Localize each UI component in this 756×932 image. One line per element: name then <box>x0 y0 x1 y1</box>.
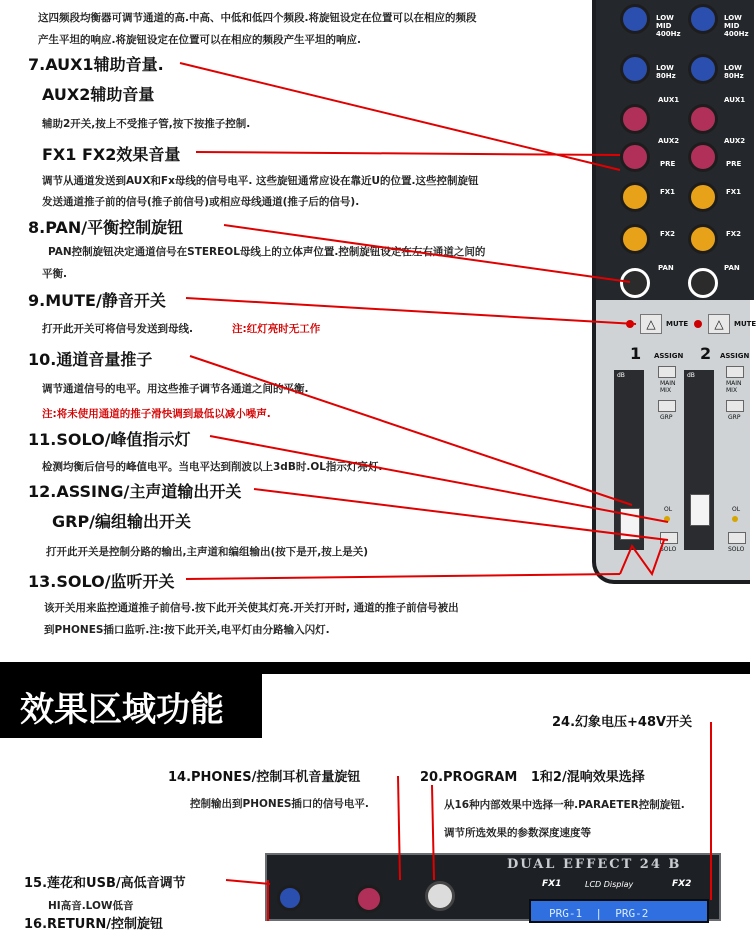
mute-description: 打开此开关可将信号发送到母线. <box>42 323 193 335</box>
phones-description: 控制输出到PHONES插口的信号电平. <box>190 798 369 810</box>
aux2-description: 辅助2开关,按上不受推子管,按下按推子控制. <box>42 118 251 130</box>
pan-knob-ch2[interactable] <box>688 268 718 298</box>
pan-label: PAN <box>658 264 674 272</box>
pan-label-ch2: PAN <box>724 264 740 272</box>
pan-description-line1: PAN控制旋钮决定通道信号在STEREOL母线上的立体声位置.控制旋钮设定在左右通道之间的 <box>48 246 486 258</box>
phantom-heading: 24.幻象电压+48V开关 <box>552 715 693 730</box>
low-mid-label-ch2: LOW MID 400Hz <box>724 14 749 38</box>
eq-low-knob-ch2[interactable] <box>688 54 718 84</box>
phones-knob[interactable] <box>277 885 303 911</box>
mixer-channel-panel <box>592 0 756 584</box>
solo-label-ch1: SOLO <box>660 546 677 553</box>
mute-button-ch2[interactable]: △ <box>708 314 730 334</box>
grp-button-ch2[interactable] <box>726 400 744 412</box>
main-mix-button-ch1[interactable] <box>658 366 676 378</box>
effects-banner-title: 效果区域功能 <box>20 690 224 730</box>
grp-button-ch1[interactable] <box>658 400 676 412</box>
db-label-ch1: dB <box>617 372 625 379</box>
phones-heading: 14.PHONES/控制耳机音量旋钮 <box>168 770 361 785</box>
mute-led-ch1 <box>626 320 634 328</box>
fx1-knob-ch1[interactable] <box>620 182 650 212</box>
solo-peak-heading: 11.SOLO/峰值指示灯 <box>28 430 191 449</box>
fx1-knob-ch2[interactable] <box>688 182 718 212</box>
fx-description-line2: 发送通道推子前的信号(推子前信号)或相应母线通道(推子后的信号). <box>42 196 360 208</box>
pan-description-line2: 平衡. <box>42 268 67 280</box>
effects-panel-title: DUAL EFFECT 24 B <box>507 857 682 872</box>
aux1-label: AUX1 <box>658 96 680 104</box>
solo-peak-description: 检测均衡后信号的峰值电平。当电平达到削波以上3dB时.OL指示灯亮灯. <box>42 461 383 473</box>
solo-heading: 13.SOLO/监听开关 <box>28 572 175 591</box>
fader-ch2[interactable] <box>690 494 710 526</box>
program-description-line1: 从16种内部效果中选择一种.PARAETER控制旋钮. <box>444 799 685 811</box>
aux2-heading: AUX2辅助音量 <box>42 85 155 104</box>
aux2-knob-ch1[interactable] <box>620 142 650 172</box>
grp-label-ch2: GRP <box>728 414 741 421</box>
aux2-label: AUX2 <box>658 137 680 145</box>
lcd-program-text: PRG-1 | PRG-2 <box>549 907 649 920</box>
grp-label-ch1: GRP <box>660 414 673 421</box>
lower-fx2-label: FX2 <box>672 879 692 889</box>
ol-label-ch2: OL <box>732 506 741 513</box>
eq-low-mid-knob-ch1[interactable] <box>620 4 650 34</box>
lower-fx1-label: FX1 <box>542 879 562 889</box>
aux2-label-ch2: AUX2 <box>724 137 746 145</box>
program-knob[interactable] <box>425 881 455 911</box>
low-label-ch2: LOW 80Hz <box>724 64 744 80</box>
section-divider-bar <box>0 662 750 674</box>
aux2-knob-ch2[interactable] <box>688 142 718 172</box>
fx-heading: FX1 FX2效果音量 <box>42 145 181 164</box>
mute-led-ch2 <box>694 320 702 328</box>
solo-description-line2: 到PHONES插口监听.注:按下此开关,电平灯由分路输入闪灯. <box>44 624 330 636</box>
eq-description-line1: 这四频段均衡器可调节通道的高.中高、中低和低四个频段.将旋钮设定在位置可以在相应的频段 <box>38 12 477 24</box>
fx1-label-ch2: FX1 <box>726 188 742 196</box>
program-description-line2: 调节所选效果的参数深度速度等 <box>444 827 591 839</box>
fx2-label-ch2: FX2 <box>726 230 742 238</box>
fader-heading: 10.通道音量推子 <box>28 350 153 369</box>
low-label: LOW 80Hz <box>656 64 676 80</box>
lotus-usb-heading: 15.莲花和USB/高低音调节 <box>24 876 186 891</box>
channel-number-2: 2 <box>700 344 712 363</box>
solo-description-line1: 该开关用来监控通道推子前信号.按下此开关使其灯亮.开关打开时, 通道的推子前信号被出 <box>44 602 459 614</box>
mute-button-ch1[interactable]: △ <box>640 314 662 334</box>
eq-description-line2: 产生平坦的响应.将旋钮设定在位置可以在相应的频段产生平坦的响应. <box>38 34 361 46</box>
return-heading: 16.RETURN/控制旋钮 <box>24 917 163 932</box>
eq-low-mid-knob-ch2[interactable] <box>688 4 718 34</box>
ol-led-ch2 <box>732 516 738 522</box>
assign-label-ch2: ASSIGN <box>720 352 750 360</box>
mute-note: 注:红灯亮时无工作 <box>232 323 321 335</box>
solo-label-ch2: SOLO <box>728 546 745 553</box>
fx-description-line1: 调节从通道发送到AUX和Fx母线的信号电平. 这些旋钮通常应设在靠近U的位置.这些控制旋钮 <box>42 175 479 187</box>
pan-knob-ch1[interactable] <box>620 268 650 298</box>
fx2-knob-ch2[interactable] <box>688 224 718 254</box>
grp-heading: GRP/编组输出开关 <box>52 512 192 531</box>
main-mix-button-ch2[interactable] <box>726 366 744 378</box>
lcd-display-label: LCD Display <box>585 880 634 889</box>
effects-panel <box>265 853 721 921</box>
low-mid-label: LOW MID 400Hz <box>656 14 681 38</box>
pre-label-ch2: PRE <box>726 160 742 168</box>
main-mix-label-ch1: MAIN MIX <box>660 380 676 394</box>
fader-note: 注:将未使用通道的推子滑快调到最低以减小噪声. <box>42 408 271 420</box>
aux1-knob-ch2[interactable] <box>688 104 718 134</box>
lotus-usb-description: HI高音.LOW低音 <box>48 900 134 912</box>
mute-label-ch1: MUTE <box>666 320 689 328</box>
fader-ch1[interactable] <box>620 508 640 540</box>
fader-description: 调节通道信号的电平。用这些推子调节各通道之间的平衡. <box>42 383 309 395</box>
main-mix-label-ch2: MAIN MIX <box>726 380 742 394</box>
fx1-label: FX1 <box>660 188 676 196</box>
mute-label-ch2: MUTE <box>734 320 756 328</box>
aux1-knob-ch1[interactable] <box>620 104 650 134</box>
fx2-knob-ch1[interactable] <box>620 224 650 254</box>
aux1-heading: 7.AUX1辅助音量. <box>28 55 164 74</box>
ol-led-ch1 <box>664 516 670 522</box>
return-knob[interactable] <box>355 885 383 913</box>
pre-label: PRE <box>660 160 676 168</box>
db-label-ch2: dB <box>687 372 695 379</box>
solo-button-ch1[interactable] <box>660 532 678 544</box>
pan-heading: 8.PAN/平衡控制旋钮 <box>28 218 184 237</box>
fx2-label: FX2 <box>660 230 676 238</box>
ol-label-ch1: OL <box>664 506 673 513</box>
assign-label-ch1: ASSIGN <box>654 352 684 360</box>
assign-heading: 12.ASSING/主声道输出开关 <box>28 482 242 501</box>
mute-heading: 9.MUTE/静音开关 <box>28 291 166 310</box>
eq-low-knob-ch1[interactable] <box>620 54 650 84</box>
program-heading: 20.PROGRAM 1和2/混响效果选择 <box>420 770 645 785</box>
aux1-label-ch2: AUX1 <box>724 96 746 104</box>
channel-number-1: 1 <box>630 344 642 363</box>
solo-button-ch2[interactable] <box>728 532 746 544</box>
assign-description: 打开此开关是控制分路的输出,主声道和编组输出(按下是开,按上是关) <box>46 546 369 558</box>
